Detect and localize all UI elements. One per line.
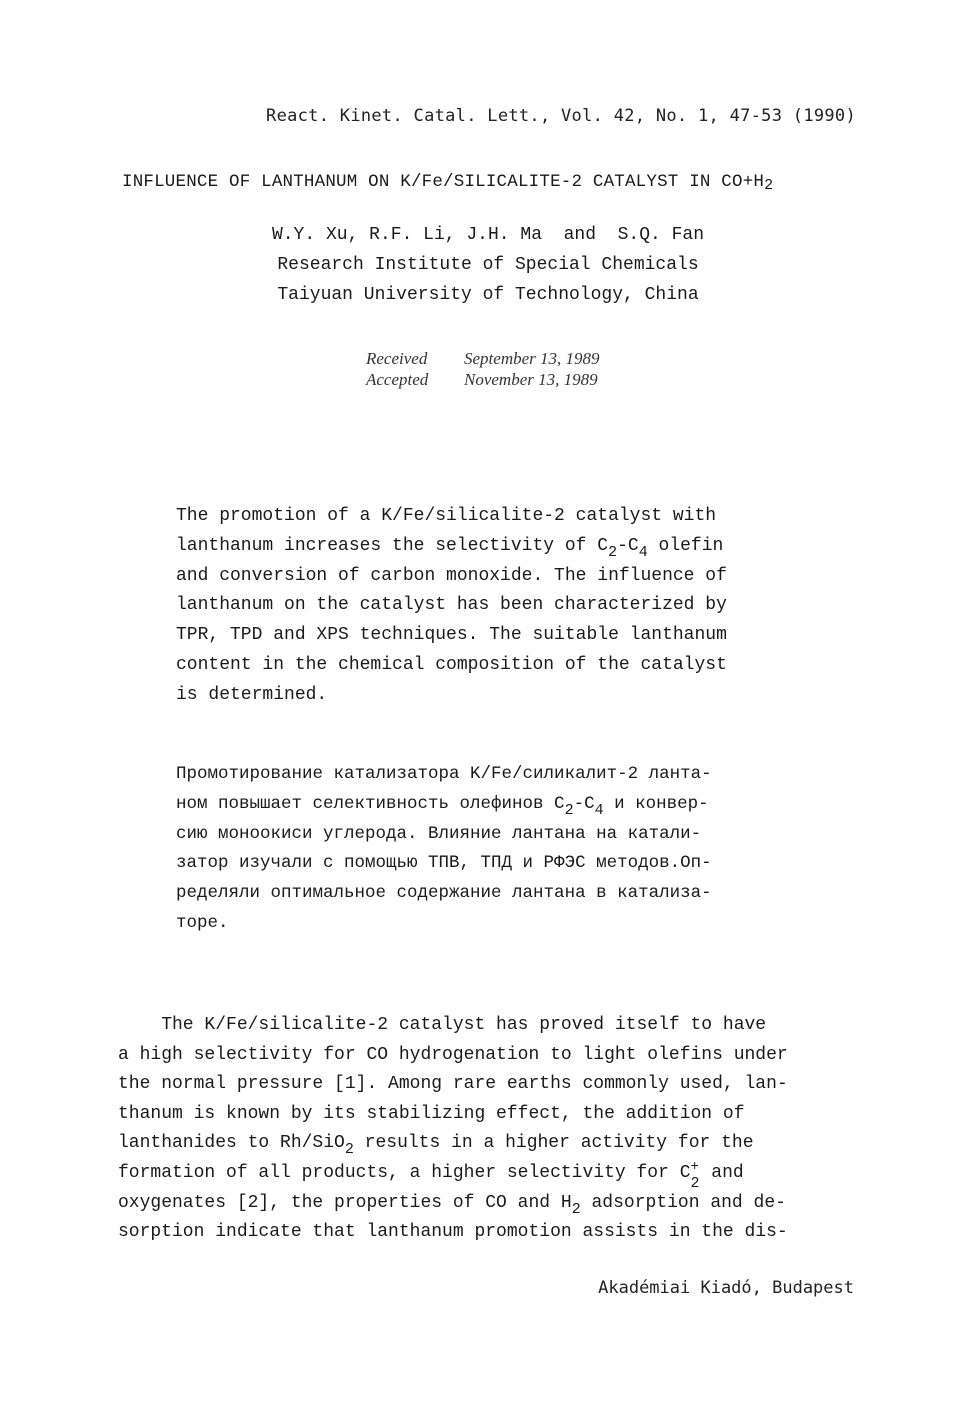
- subscript: 2: [571, 1200, 581, 1218]
- body-line: thanum is known by its stabilizing effect, the addition of: [118, 1103, 745, 1124]
- author-names: W.Y. Xu, R.F. Li, J.H. Ma and S.Q. Fan: [271, 225, 705, 245]
- subscript: 4: [594, 801, 604, 819]
- accepted-label: Accepted: [366, 370, 429, 389]
- author-university: Taiyuan University of Technology, China: [277, 285, 699, 305]
- abstract-ru-line: Промотирование катализатора K/Fe/силикалит-2 ланта-: [176, 764, 712, 784]
- received-row: [366, 348, 600, 369]
- abstract-ru-line: затор изучали с помощью ТПВ, ТПД и РФЭС методов.Оп-: [176, 853, 712, 874]
- abstract-russian: [176, 760, 712, 939]
- text-span: lanthanum increases the selectivity of C: [176, 535, 609, 556]
- text-span: и конвер-: [603, 793, 709, 814]
- abstract-line: [176, 532, 727, 562]
- submission-dates: [366, 348, 600, 390]
- text-span: olefin: [647, 535, 724, 556]
- abstract-line: lanthanum on the catalyst has been characterized by: [176, 595, 727, 616]
- accepted-date: November 13, 1989: [464, 370, 598, 389]
- subscript: 4: [638, 543, 648, 561]
- abstract-line: is determined.: [176, 684, 328, 705]
- subscript: 2: [608, 543, 618, 561]
- text-span: formation of all products, a higher selectivity for C: [118, 1162, 691, 1183]
- text-span: ном повышает селективность олефинов C: [176, 793, 565, 814]
- text-span: adsorption and de-: [580, 1192, 786, 1213]
- author-institute: Research Institute of Special Chemicals: [277, 255, 699, 275]
- subscript: 2: [564, 801, 574, 819]
- abstract-ru-line: сию моноокиси углерода. Влияние лантана на катали-: [176, 823, 702, 844]
- text-span: and: [700, 1162, 744, 1183]
- superscript: +: [690, 1158, 699, 1175]
- abstract-line: and conversion of carbon monoxide. The influence of: [176, 565, 727, 586]
- subscript: 2: [690, 1174, 700, 1192]
- journal-reference: React. Kinet. Catal. Lett., Vol. 42, No. 1, 47-53 (1990): [266, 106, 856, 126]
- text-span: lanthanides to Rh/SiO: [118, 1133, 345, 1154]
- author-block: [0, 220, 976, 310]
- abstract-line: TPR, TPD and XPS techniques. The suitable lanthanum: [176, 625, 727, 646]
- body-paragraph: [118, 1011, 788, 1248]
- text-span: oxygenates [2], the properties of CO and H: [118, 1192, 572, 1213]
- abstract-english: [176, 502, 727, 711]
- body-line: the normal pressure [1]. Among rare earths commonly used, lan-: [118, 1074, 788, 1095]
- text-span: results in a higher activity for the: [353, 1133, 754, 1154]
- title-text: INFLUENCE OF LANTHANUM ON K/Fe/SILICALITE-2 CATALYST IN CO+H: [122, 172, 765, 192]
- sup-sub-group: [690, 1158, 701, 1192]
- body-line: a high selectivity for CO hydrogenation to light olefins under: [118, 1044, 788, 1065]
- abstract-line: content in the chemical composition of the catalyst: [176, 654, 727, 675]
- subscript: 2: [344, 1141, 354, 1159]
- received-label: Received: [366, 349, 428, 368]
- accepted-row: [366, 369, 600, 390]
- body-line: [118, 1129, 788, 1159]
- paper-title: [122, 172, 773, 192]
- body-line: [118, 1158, 788, 1192]
- body-line: [118, 1189, 788, 1219]
- publisher-footer: Akadémiai Kiadó, Budapest: [598, 1278, 854, 1298]
- abstract-ru-line: торе.: [176, 912, 229, 933]
- abstract-line: The promotion of a K/Fe/silicalite-2 catalyst with: [176, 506, 717, 526]
- text-span: -C: [617, 535, 639, 556]
- text-span: -C: [573, 793, 595, 814]
- body-line: sorption indicate that lanthanum promotion assists in the dis-: [118, 1222, 788, 1243]
- abstract-ru-line: [176, 790, 712, 820]
- abstract-ru-line: ределяли оптимальное содержание лантана в катализа-: [176, 883, 712, 904]
- title-subscript: 2: [764, 177, 774, 194]
- received-date: September 13, 1989: [464, 349, 600, 368]
- body-line: The K/Fe/silicalite-2 catalyst has proved itself to have: [118, 1015, 767, 1035]
